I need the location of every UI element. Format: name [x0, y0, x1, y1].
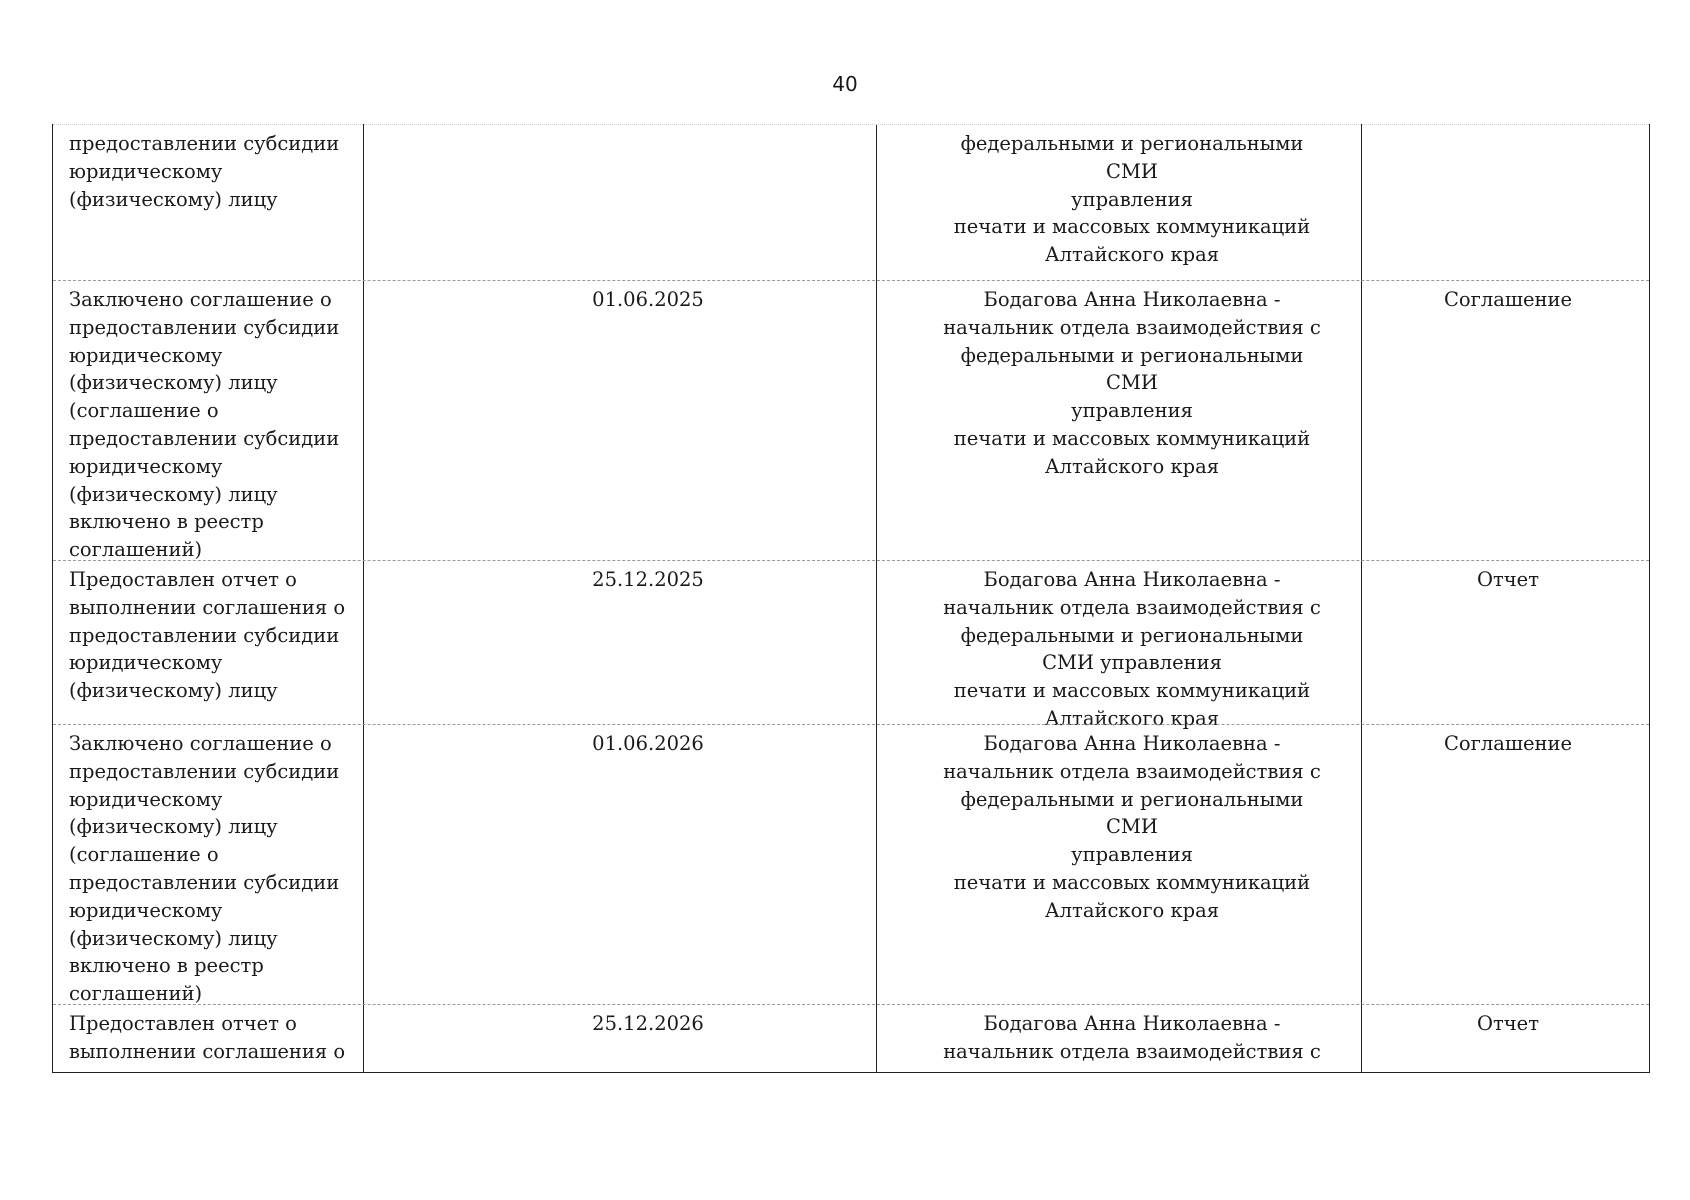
document-cell: Соглашение [1443, 288, 1573, 311]
date-cell: 25.12.2026 [592, 1012, 704, 1035]
table-row [53, 560, 1649, 730]
date-cell: 01.06.2026 [592, 732, 704, 755]
event-cell: Предоставлен отчет о выполнении соглашения о предоставлении субсидии юридическому (физическому) лицу [69, 568, 346, 703]
event-cell: Заключено соглашение о предоставлении субсидии юридическому (физическому) лицу (соглашение о предоставлении субсидии юридическому (физическому) лицу включено в реестр соглашений) [69, 732, 340, 1006]
table-row [53, 724, 1649, 1005]
document-cell: Соглашение [1443, 732, 1573, 755]
table-row [53, 280, 1649, 561]
schedule-table [52, 124, 1650, 1073]
event-cell: Заключено соглашение о предоставлении субсидии юридическому (физическому) лицу (соглашение о предоставлении субсидии юридическому (физическому) лицу включено в реестр соглашений) [69, 288, 340, 562]
responsible-cell: Бодагова Анна Николаевна - начальник отдела взаимодействия с федеральными и региональными СМИ управления печати и массовых коммуникаций Алтайского края [943, 568, 1321, 730]
table-row [53, 124, 1649, 281]
event-cell: Предоставлен отчет о выполнении соглашения о [69, 1012, 346, 1063]
date-cell: 01.06.2025 [592, 288, 704, 311]
responsible-cell: Бодагова Анна Николаевна - начальник отдела взаимодействия с федеральными и региональными СМИ управления печати и массовых коммуникаций Алтайского края [943, 288, 1321, 478]
document-cell: Отчет [1477, 568, 1539, 591]
date-cell: 25.12.2025 [592, 568, 704, 591]
responsible-cell: Бодагова Анна Николаевна - начальник отдела взаимодействия с [943, 1012, 1321, 1063]
table-row [53, 1004, 1649, 1073]
responsible-cell: федеральными и региональными СМИ управления печати и массовых коммуникаций Алтайского края [953, 132, 1311, 267]
event-cell: предоставлении субсидии юридическому (физическому) лицу [69, 132, 340, 211]
responsible-cell: Бодагова Анна Николаевна - начальник отдела взаимодействия с федеральными и региональными СМИ управления печати и массовых коммуникаций Алтайского края [943, 732, 1321, 922]
page-number: 40 [832, 72, 858, 96]
document-cell: Отчет [1477, 1012, 1539, 1035]
